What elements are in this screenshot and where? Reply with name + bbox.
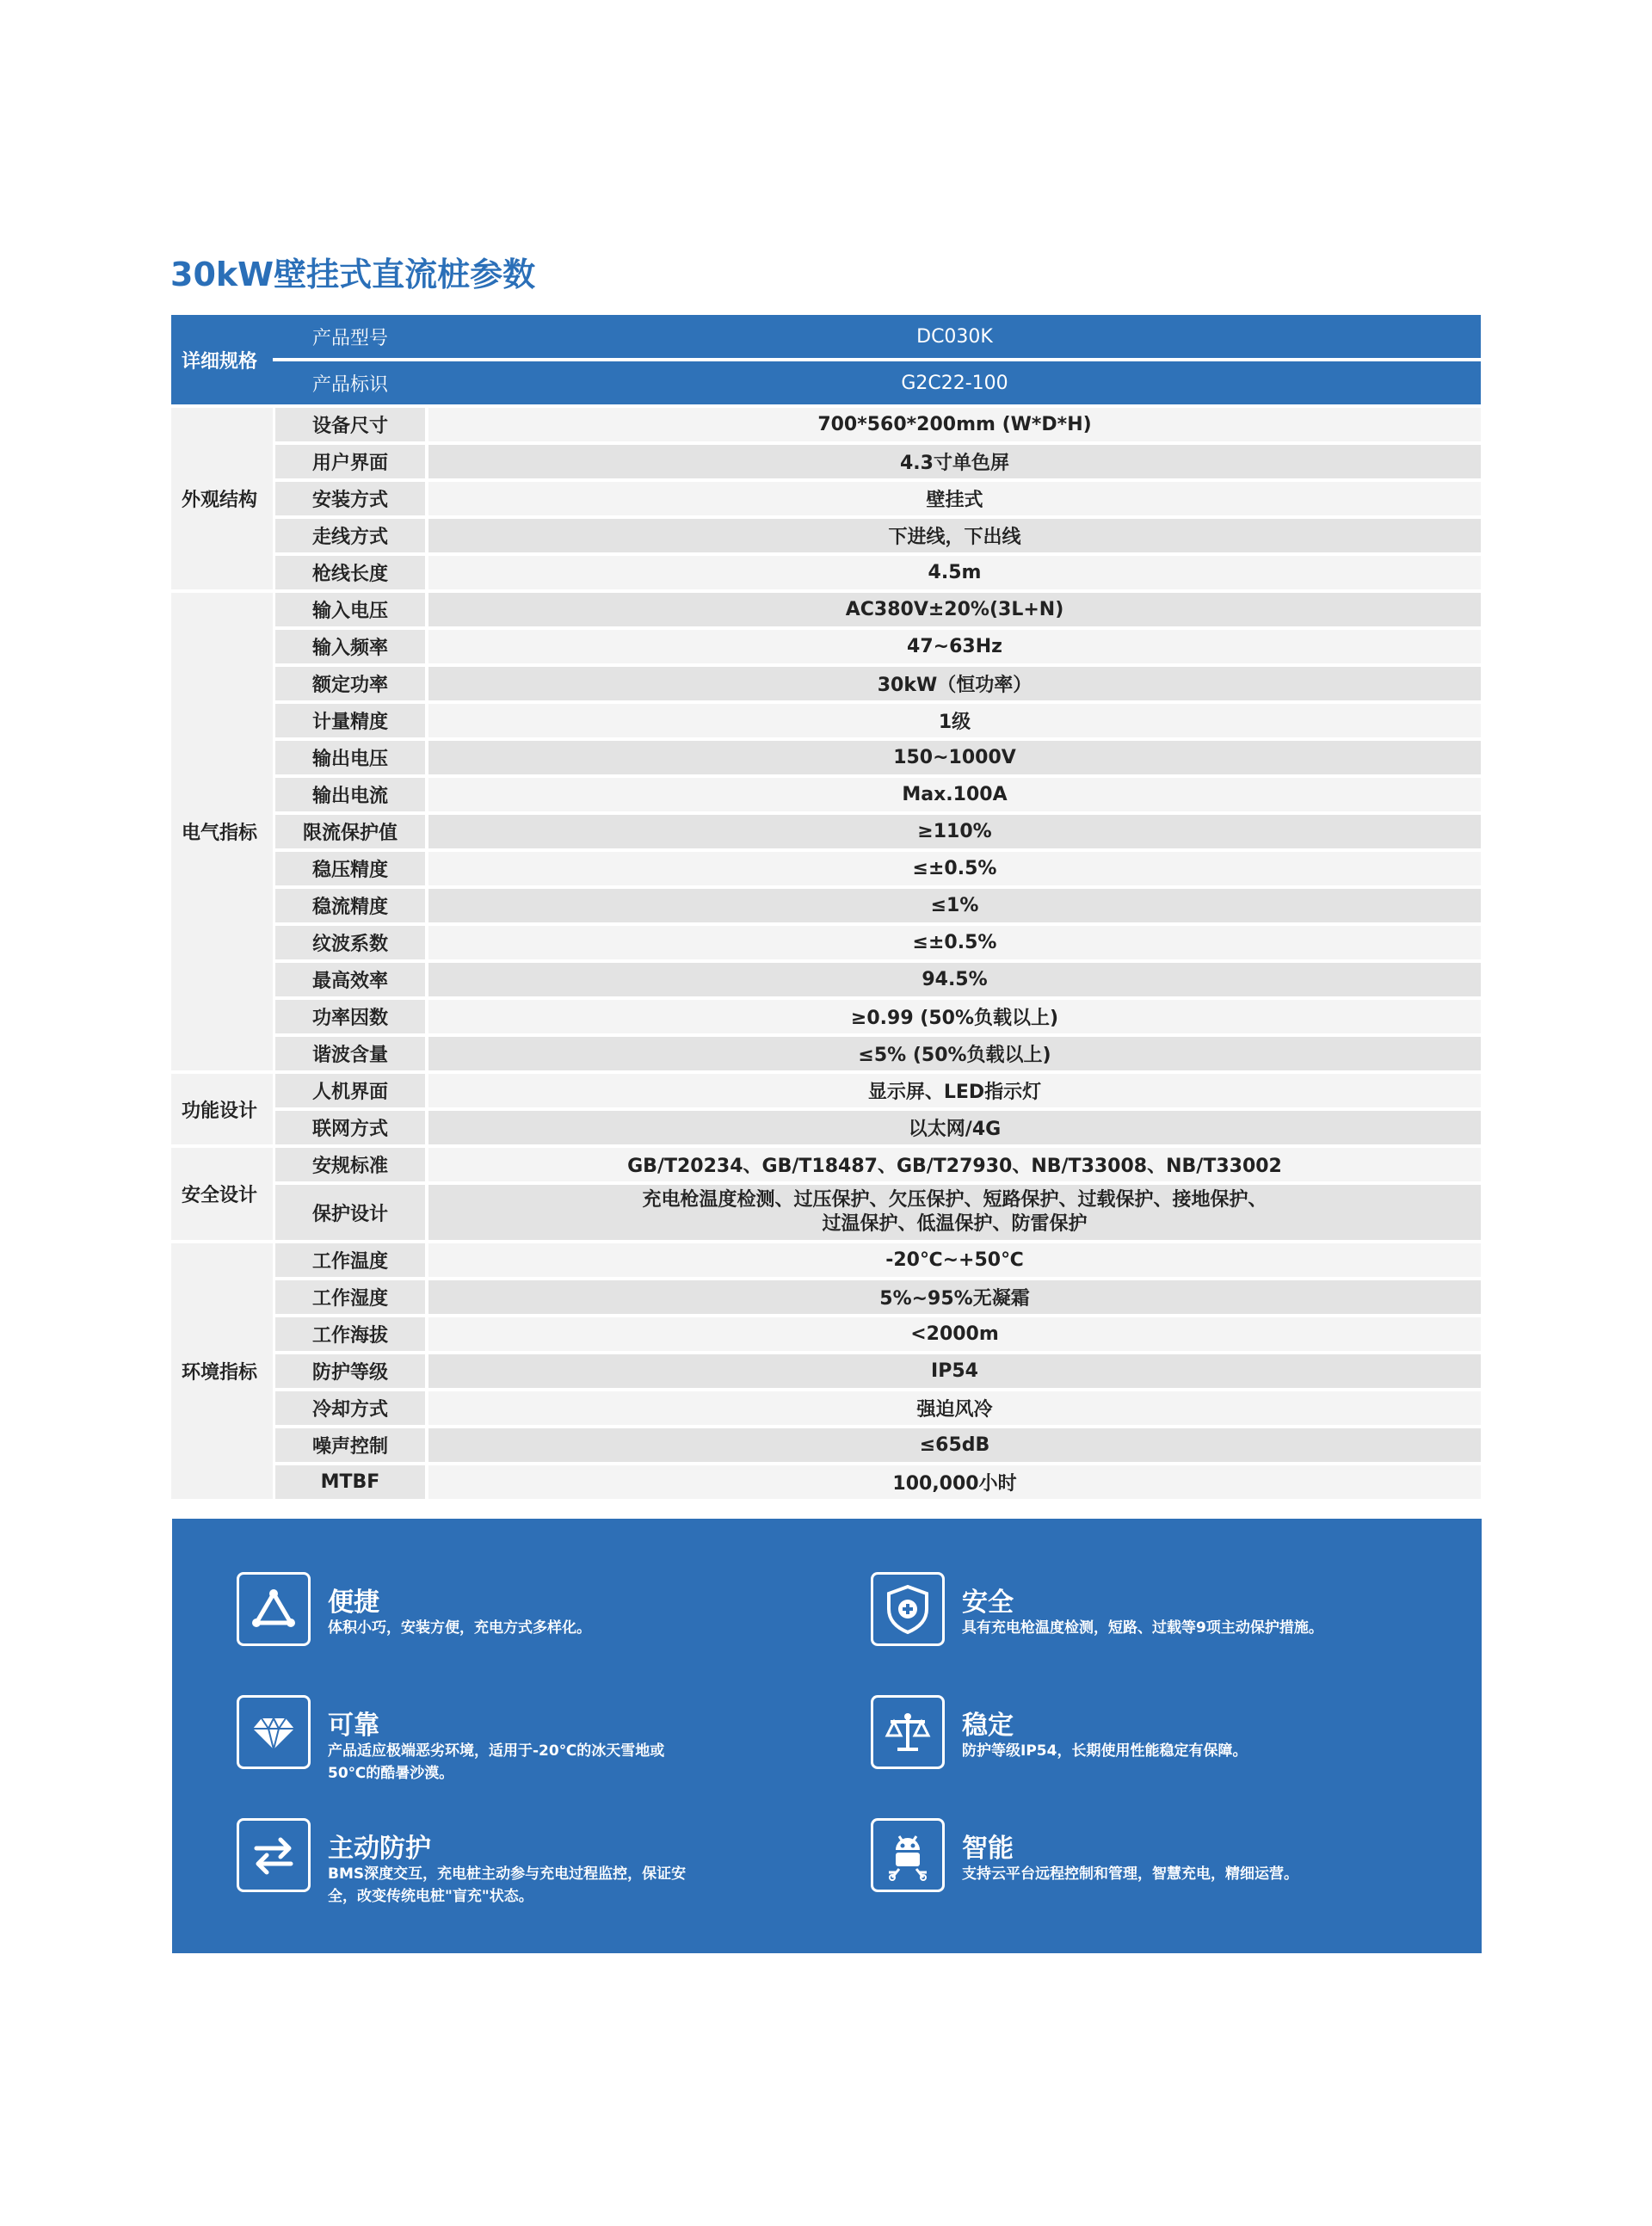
category-cell: 安全设计 [171,1148,273,1240]
table-row [171,408,1481,441]
feature-convenient [237,1572,839,1658]
table-row [171,815,1481,848]
spec-value: 以太网/4G [428,1111,1481,1144]
spec-label: 输出电流 [275,778,425,811]
table-row [171,1000,1481,1033]
spec-label: 输入频率 [275,630,425,663]
feature-stable [871,1695,1473,1781]
table-row [171,482,1481,515]
table-row [171,1317,1481,1351]
spec-label: 工作湿度 [275,1280,425,1314]
category-cell: 环境指标 [171,1243,273,1499]
triangle-icon [237,1572,311,1646]
table-header-row [171,361,1481,404]
table-row [171,1465,1481,1499]
balance-scale-icon [871,1695,945,1769]
robot-icon [871,1818,945,1892]
spec-value: AC380V±20%(3L+N) [428,593,1481,626]
table-row [171,926,1481,959]
spec-value: 4.3寸单色屏 [428,445,1481,478]
spec-value: DC030K [428,315,1481,358]
table-row [171,704,1481,737]
spec-value-line: 充电枪温度检测、过压保护、欠压保护、短路保护、过载保护、接地保护、 [642,1189,1267,1211]
feature-desc: BMS深度交互，充电桩主动参与充电过程监控，保证安全，改变传统电桩"盲充"状态。 [328,1865,687,1905]
spec-value: 强迫风冷 [428,1391,1481,1425]
table-row [171,1428,1481,1462]
table-row [171,519,1481,552]
spec-value: 94.5% [428,963,1481,996]
spec-label: 用户界面 [275,445,425,478]
table-row [171,630,1481,663]
feature-title: 稳定 [962,1711,1014,1741]
table-row [171,1111,1481,1144]
feature-smart [871,1818,1473,1904]
spec-label: 输出电压 [275,741,425,774]
table-row [171,1037,1481,1070]
table-row [171,1243,1481,1277]
feature-desc: 支持云平台远程控制和管理，智慧充电，精细运营。 [962,1865,1298,1883]
spec-table [171,311,1481,1502]
spec-value: ≤5% (50%负载以上) [428,1037,1481,1070]
spec-label: MTBF [275,1465,425,1499]
spec-label: 纹波系数 [275,926,425,959]
spec-value: 显示屏、LED指示灯 [428,1074,1481,1107]
category-cell: 电气指标 [171,593,273,1070]
spec-label: 谐波含量 [275,1037,425,1070]
spec-value: 47~63Hz [428,630,1481,663]
page-title: 30kW壁挂式直流桩参数 [170,256,536,293]
table-row [171,667,1481,700]
table-row [171,778,1481,811]
spec-label: 计量精度 [275,704,425,737]
spec-value: ≥110% [428,815,1481,848]
table-row [171,1185,1481,1240]
spec-label: 保护设计 [275,1185,425,1240]
category-cell: 功能设计 [171,1074,273,1144]
feature-title: 可靠 [328,1711,379,1741]
table-row [171,889,1481,922]
table-row [171,1391,1481,1425]
table-row [171,1148,1481,1181]
table-row [171,1354,1481,1388]
spec-label: 人机界面 [275,1074,425,1107]
spec-value: ≤±0.5% [428,926,1481,959]
table-row [171,963,1481,996]
table-row [171,1074,1481,1107]
table-row [171,556,1481,589]
feature-desc: 具有充电枪温度检测，短路、过载等9项主动保护措施。 [962,1619,1323,1637]
features-panel [172,1519,1482,1953]
spec-value: Max.100A [428,778,1481,811]
feature-title: 智能 [962,1834,1014,1864]
swap-arrows-icon [237,1818,311,1892]
spec-value: <2000m [428,1317,1481,1351]
spec-label: 稳压精度 [275,852,425,885]
table-row [171,445,1481,478]
spec-label: 产品型号 [275,315,425,358]
spec-value [428,1185,1481,1240]
spec-value: 下进线，下出线 [428,519,1481,552]
spec-value: 700*560*200mm (W*D*H) [428,408,1481,441]
spec-value: -20℃~+50℃ [428,1243,1481,1277]
category-cell: 外观结构 [171,408,273,589]
spec-label: 枪线长度 [275,556,425,589]
spec-value: GB/T20234、GB/T18487、GB/T27930、NB/T33008、NB/T33002 [428,1148,1481,1181]
spec-value: G2C22-100 [428,361,1481,404]
spec-label: 走线方式 [275,519,425,552]
spec-label: 额定功率 [275,667,425,700]
spec-value: 4.5m [428,556,1481,589]
table-header-row [171,315,1481,358]
spec-value: ≥0.99 (50%负载以上) [428,1000,1481,1033]
table-row [171,593,1481,626]
spec-label: 工作温度 [275,1243,425,1277]
spec-value: ≤65dB [428,1428,1481,1462]
spec-value: 100,000小时 [428,1465,1481,1499]
spec-label: 稳流精度 [275,889,425,922]
spec-value: 150~1000V [428,741,1481,774]
table-row [171,852,1481,885]
spec-value: 30kW（恒功率） [428,667,1481,700]
spec-label: 限流保护值 [275,815,425,848]
feature-title: 主动防护 [328,1834,431,1864]
spec-label: 防护等级 [275,1354,425,1388]
spec-label: 工作海拔 [275,1317,425,1351]
spec-value-line: 过温保护、低温保护、防雷保护 [822,1213,1088,1235]
spec-label: 产品标识 [275,361,425,404]
spec-label: 设备尺寸 [275,408,425,441]
category-cell: 详细规格 [171,315,273,404]
feature-title: 安全 [962,1588,1014,1618]
spec-label: 安装方式 [275,482,425,515]
feature-desc: 产品适应极端恶劣环境，适用于-20℃的冰天雪地或50℃的酷暑沙漠。 [328,1742,665,1782]
table-row [171,741,1481,774]
diamond-icon [237,1695,311,1769]
spec-label: 噪声控制 [275,1428,425,1462]
spec-value: 5%~95%无凝霜 [428,1280,1481,1314]
spec-label: 冷却方式 [275,1391,425,1425]
spec-label: 输入电压 [275,593,425,626]
spec-value: ≤±0.5% [428,852,1481,885]
spec-value: 1级 [428,704,1481,737]
feature-active-protection [237,1818,839,1904]
spec-label: 功率因数 [275,1000,425,1033]
feature-title: 便捷 [328,1588,379,1618]
feature-desc: 防护等级IP54，长期使用性能稳定有保障。 [962,1742,1248,1760]
feature-safe [871,1572,1473,1658]
spec-value: IP54 [428,1354,1481,1388]
spec-value: 壁挂式 [428,482,1481,515]
spec-value: ≤1% [428,889,1481,922]
spec-label: 联网方式 [275,1111,425,1144]
feature-desc: 体积小巧，安装方便，充电方式多样化。 [328,1619,591,1637]
spec-label: 安规标准 [275,1148,425,1181]
table-row [171,1280,1481,1314]
spec-label: 最高效率 [275,963,425,996]
shield-plus-icon [871,1572,945,1646]
feature-reliable [237,1695,839,1781]
